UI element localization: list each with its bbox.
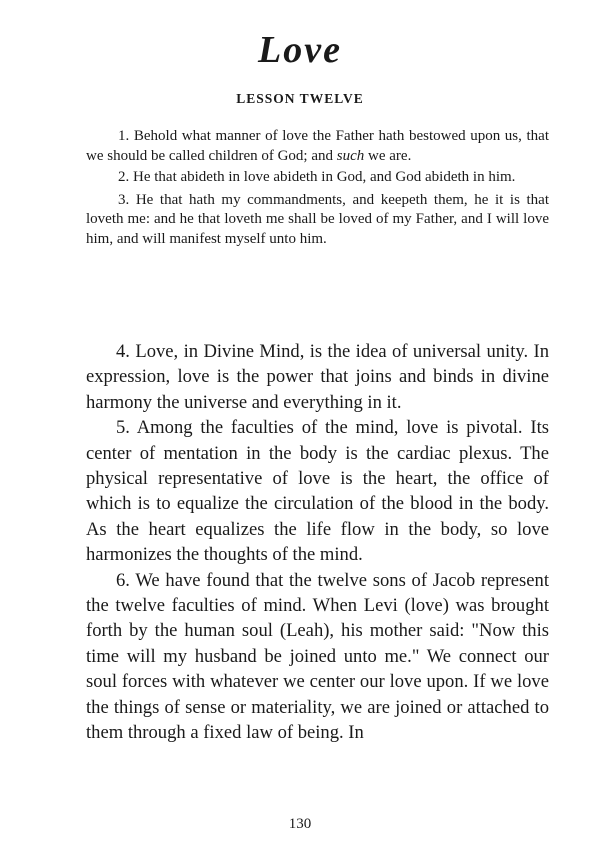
paragraph-text: Love, in Divine Mind, is the idea of universal unity. In expression, love is the power that joins and binds in divine harmony the universe and everything in it. [86,341,549,413]
paragraph-number: 5. [116,417,130,439]
lesson-body [86,339,549,746]
paragraph-text: Among the faculties of the mind, love is pivotal. Its center of mentation in the body is the cardiac plexus. The physical representative of love is the heart, the office of which is to equalize the circulation of the blood in the body. As the heart equalizes the life flow in the body, so love harmonizes the thoughts of the mind. [86,417,549,566]
paragraph-number: 6. [116,569,130,591]
verse-text: He that abideth in love abideth in God, and God abideth in him. [133,169,516,186]
verse-1 [86,127,549,166]
page-number: 130 [288,816,312,832]
verse-italic-word: such [336,147,365,164]
verse-text: we are. [368,147,412,164]
paragraph-4 [86,339,549,415]
scripture-verses [86,127,549,250]
paragraph-5 [86,415,549,567]
verse-text: Behold what manner of love the Father hath bestowed upon us, that we should be called children of God; and [86,128,549,164]
verse-number: 3. [118,191,130,208]
paragraph-number: 4. [116,341,130,362]
chapter-title: Love [258,29,342,71]
paragraph-text: We have found that the twelve sons of Jacob represent the twelve faculties of mind. When Levi (love) was brought forth by the human soul (Leah), his mother said: "Now this time will my husband be joined unto me." We connect our soul forces with whatever we center our love upon. If we love the things of sense or materiality, we are joined or attached to them through a fixed law of being. In [86,569,549,744]
verse-number: 2. [118,169,130,186]
verse-2 [86,168,549,188]
paragraph-6 [86,568,549,746]
verse-text: He that hath my commandments, and keepeth them, he it is that loveth me: and he that loveth me shall be loved of my Father, and I will love him, and will manifest myself unto him. [86,191,549,247]
verse-3 [86,191,549,250]
verse-number: 1. [118,128,130,144]
lesson-heading: LESSON TWELVE [236,91,364,106]
